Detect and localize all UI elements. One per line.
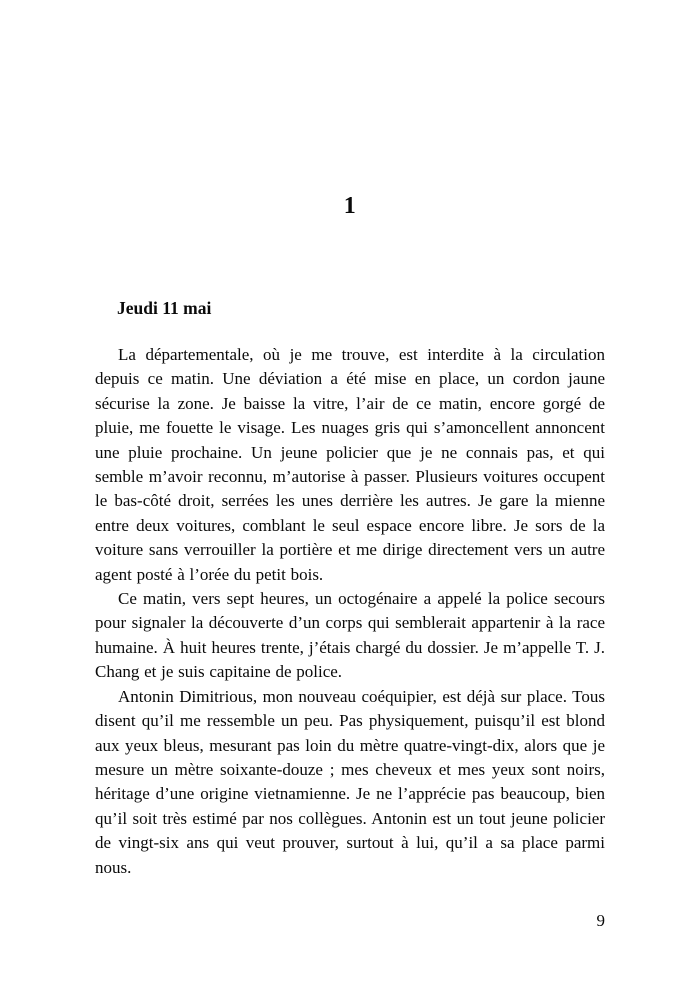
body-text xyxy=(95,343,605,880)
page-number: 9 xyxy=(596,911,605,930)
chapter-number: 1 xyxy=(343,193,357,219)
paragraph-1: La départementale, où je me trouve, est interdite à la circulation depuis ce matin. Une déviation a été mise en place, un cordon jaune sécurise la zone. Je baisse la vitre, l’air de ce matin, encore gorgé de pluie, me fouette le visage. Les nuages gris qui s’amoncellent annoncent une pluie prochaine. Un jeune policier que je ne connais pas, et qui semble m’avoir reconnu, m’autorise à passer. Plusieurs voitures occupent le bas-côté droit, serrées les unes derrière les autres. Je gare la mienne entre deux voitures, comblant le seul espace encore libre. Je sors de la voiture sans verrouiller la portière et me dirige directement vers un autre agent posté à l’orée du petit bois. xyxy=(95,345,605,584)
section-heading: Jeudi 11 mai xyxy=(117,298,212,318)
paragraph-2: Ce matin, vers sept heures, un octogénaire a appelé la police secours pour signaler la découverte d’un corps qui semblerait appartenir à la race humaine. À huit heures trente, j’étais chargé du dossier. Je m’appelle T. J. Chang et je suis capitaine de police. xyxy=(95,589,605,682)
paragraph-3: Antonin Dimitrious, mon nouveau coéquipier, est déjà sur place. Tous disent qu’il me ressemble un peu. Pas physiquement, puisqu’il est blond aux yeux bleus, mesurant pas loin du mètre quatre-vingt-dix, alors que je mesure un mètre soixante-douze ; mes cheveux et mes yeux sont noirs, héritage d’une origine vietnamienne. Je ne l’apprécie pas beaucoup, bien qu’il soit très estimé par nos collègues. Antonin est un tout jeune policier de vingt-six ans qui veut prouver, surtout à lui, qu’il a sa place parmi nous. xyxy=(95,686,605,877)
